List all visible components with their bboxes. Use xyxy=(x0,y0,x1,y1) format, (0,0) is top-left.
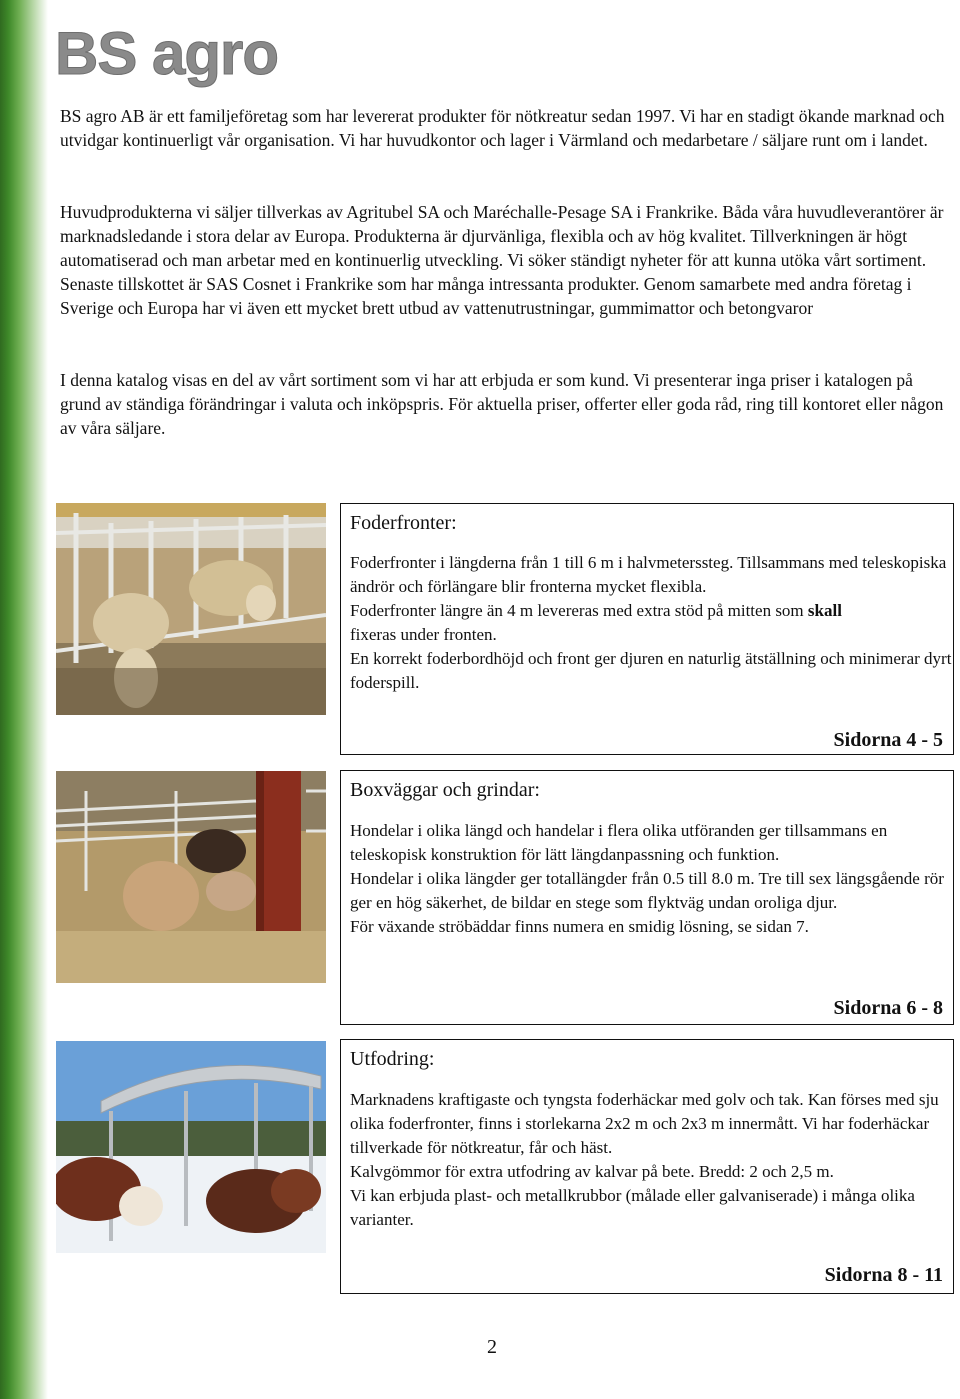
description-line: Marknadens kraftigaste och tyngsta foderhäckar med golv och tak. Kan förses med sju olika foderfronter, finns i storlekarna 2x2 m och 2x3 m innermått. Vi har foderhäckar tillverkade för nötkreatur, får och häst. xyxy=(350,1090,939,1157)
description-line: Foderfronter i längderna från 1 till 6 m i halvmeterssteg. Tillsammans med teleskopiska ändrör och förlängare blir fronterna mycket flexibla. xyxy=(350,553,947,596)
description-line: Kalvgömmor för extra utfodring av kalvar på bete. Bredd: 2 och 2,5 m. xyxy=(350,1162,834,1181)
section-page-reference: Sidorna 8 - 11 xyxy=(824,1264,943,1286)
section-box-boxvaggar xyxy=(340,770,954,1025)
bs-agro-logo xyxy=(55,22,295,99)
intro-paragraph-1: BS agro AB är ett familjeföretag som har levererat produkter för nötkreatur sedan 1997. Vi har en stadigt ökande marknad och utvidgar kontinuerligt vår organisation. Vi har huvudkontor och lager i Värmland och medarbetare / säljare runt om i landet. xyxy=(60,106,945,150)
section-box-utfodring xyxy=(340,1039,954,1294)
description-line: Hondelar i olika längder ger totallängder från 0.5 till 8.0 m. Tre till sex längsgående rör ger en hög säkerhet, de bildar en stege som flyktväg undan oroliga djur. xyxy=(350,869,944,912)
section-description xyxy=(350,1088,955,1232)
svg-text:BS agro: BS agro xyxy=(55,22,279,87)
bold-word: skall xyxy=(807,601,842,620)
description-line: Foderfronter längre än 4 m levereras med extra stöd på mitten som xyxy=(350,601,804,620)
section-box-foderfronter xyxy=(340,503,954,755)
section-page-reference: Sidorna 4 - 5 xyxy=(833,729,943,751)
description-line: fixeras under fronten. xyxy=(350,625,497,644)
section-title: Boxväggar och grindar: xyxy=(350,779,540,801)
pen-gates-photo xyxy=(56,771,326,983)
feeding-front-photo xyxy=(56,503,326,715)
section-description xyxy=(350,819,955,939)
section-page-reference: Sidorna 6 - 8 xyxy=(833,997,943,1019)
section-title: Utfodring: xyxy=(350,1048,435,1070)
green-margin-strip xyxy=(0,0,48,1399)
page-number: 2 xyxy=(487,1336,497,1358)
description-line: Vi kan erbjuda plast- och metallkrubbor (målade eller galvaniserade) i många olika varianter. xyxy=(350,1186,915,1229)
description-line: Hondelar i olika längd och handelar i flera olika utföranden ger tillsammans en teleskopisk konstruktion för lätt längdanpassning och funktion. xyxy=(350,821,888,864)
section-title: Foderfronter: xyxy=(350,512,457,534)
intro-paragraph-2: Huvudprodukterna vi säljer tillverkas av Agritubel SA och Maréchalle-Pesage SA i Frankrike. Båda våra huvudleverantörer är marknadsledande i stora delar av Europa. Produkterna är djurvänliga, flexibla och av hög kvalitet. Tillverkningen är högt automatiserad och man arbetar med en kontinuerlig utveckling. Vi söker ständigt nyheter för att kunna utöka vårt sortiment. Senaste tillskottet är SAS Cosnet i Frankrike som har många intressanta produkter. Genom samarbete med andra företag i Sverige och Europa har vi även ett mycket brett utbud av vattenutrustningar, gummimattor och betongvaror xyxy=(60,202,944,318)
section-description xyxy=(350,551,955,695)
description-line: En korrekt foderbordhöjd och front ger djuren en naturlig ätställning och minimerar dyrt foderspill. xyxy=(350,649,952,692)
hay-rack-photo xyxy=(56,1041,326,1253)
intro-paragraph-3: I denna katalog visas en del av vårt sortiment som vi har att erbjuda er som kund. Vi presenterar inga priser i katalogen på grund av ständiga förändringar i valuta och inköpspris. För aktuella priser, offerter eller goda råd, ring till kontoret eller någon av våra säljare. xyxy=(60,370,944,438)
description-line: För växande ströbäddar finns numera en smidig lösning, se sidan 7. xyxy=(350,917,809,936)
